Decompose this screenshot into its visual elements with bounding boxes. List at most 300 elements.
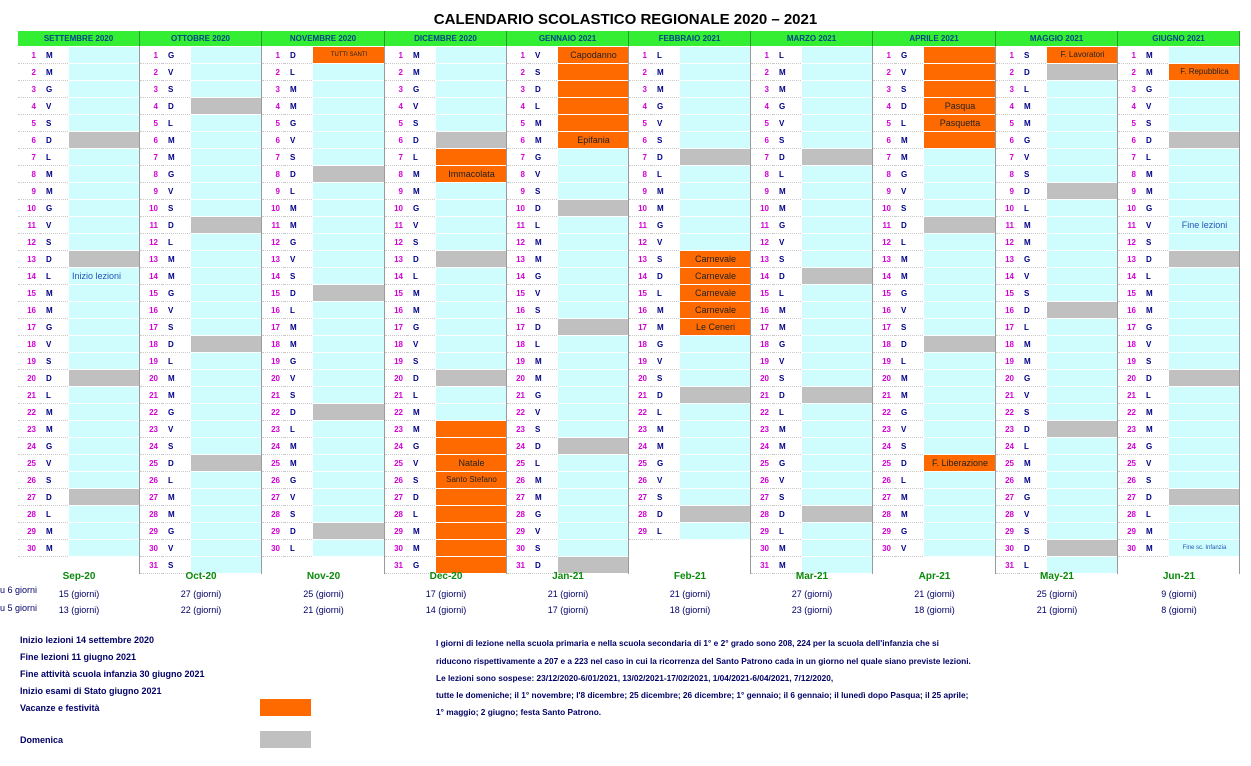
count-five-days: 23 (giorni) xyxy=(791,605,833,615)
day-cell xyxy=(680,200,751,217)
day-cell xyxy=(436,319,507,336)
day-cell xyxy=(436,81,507,98)
day-number: 6 xyxy=(507,132,529,149)
weekday-letter: G xyxy=(1018,370,1046,387)
weekday-letter: D xyxy=(162,217,190,234)
weekday-letter: V xyxy=(1140,217,1168,234)
day-cell xyxy=(191,98,262,115)
day-cell xyxy=(1169,166,1240,183)
month-short-label: Sep-20 xyxy=(62,571,96,582)
day-number: 2 xyxy=(140,64,162,81)
day-cell xyxy=(69,47,140,64)
month-short-label: Dec-20 xyxy=(429,571,463,582)
day-cell xyxy=(680,353,751,370)
weekday-letter: L xyxy=(1018,200,1046,217)
day-cell xyxy=(680,472,751,489)
day-cell xyxy=(802,506,873,523)
day-number: 6 xyxy=(385,132,407,149)
weekday-letter: D xyxy=(529,200,557,217)
day-number: 3 xyxy=(385,81,407,98)
day-number: 19 xyxy=(18,353,40,370)
day-cell xyxy=(558,319,629,336)
weekday-letter: G xyxy=(651,217,679,234)
weekday-letter: G xyxy=(40,200,68,217)
day-cell xyxy=(191,115,262,132)
weekday-letter: M xyxy=(407,64,435,81)
day-cell xyxy=(1047,506,1118,523)
day-cell xyxy=(1047,387,1118,404)
month-header: NOVEMBRE 2020 xyxy=(262,31,385,46)
weekday-letter: L xyxy=(1140,506,1168,523)
month-short-label: Oct-20 xyxy=(185,571,217,582)
weekday-letter: S xyxy=(1018,404,1046,421)
weekday-letter: L xyxy=(1018,438,1046,455)
day-number: 3 xyxy=(18,81,40,98)
day-cell xyxy=(558,370,629,387)
month-header: GIUGNO 2021 xyxy=(1118,31,1240,46)
day-cell xyxy=(924,47,996,64)
weekday-letter: V xyxy=(40,455,68,472)
day-number: 22 xyxy=(385,404,407,421)
day-cell xyxy=(558,268,629,285)
day-number: 14 xyxy=(507,268,529,285)
day-number: 4 xyxy=(873,98,895,115)
day-cell xyxy=(802,455,873,472)
weekday-letter: S xyxy=(1140,234,1168,251)
day-number: 1 xyxy=(1118,47,1140,64)
weekday-letter: S xyxy=(773,370,801,387)
day-event-label: Epifania xyxy=(558,132,629,149)
day-number: 8 xyxy=(385,166,407,183)
day-number: 4 xyxy=(18,98,40,115)
weekday-letter: M xyxy=(1140,166,1168,183)
day-cell xyxy=(1169,472,1240,489)
weekday-letter: L xyxy=(1140,387,1168,404)
weekday-letter: M xyxy=(162,268,190,285)
weekday-letter: D xyxy=(895,217,923,234)
day-cell xyxy=(802,285,873,302)
day-number: 15 xyxy=(140,285,162,302)
day-cell xyxy=(924,302,996,319)
day-event-label: F. Liberazione xyxy=(924,455,996,472)
weekday-letter: D xyxy=(407,251,435,268)
day-number: 1 xyxy=(629,47,651,64)
day-number: 18 xyxy=(873,336,895,353)
weekday-letter: G xyxy=(1140,200,1168,217)
day-number: 26 xyxy=(140,472,162,489)
day-cell xyxy=(1047,353,1118,370)
day-cell xyxy=(1169,455,1240,472)
weekday-letter: M xyxy=(1018,353,1046,370)
day-number: 10 xyxy=(996,200,1018,217)
day-cell xyxy=(802,251,873,268)
weekday-letter: V xyxy=(407,455,435,472)
weekday-letter: G xyxy=(40,319,68,336)
day-cell xyxy=(1047,149,1118,166)
day-cell xyxy=(191,421,262,438)
day-event-label: Natale xyxy=(436,455,507,472)
day-cell xyxy=(558,421,629,438)
legend-domenica: Domenica xyxy=(20,735,64,745)
weekday-letter: V xyxy=(162,64,190,81)
weekday-letter: G xyxy=(895,285,923,302)
day-number: 5 xyxy=(507,115,529,132)
day-number: 10 xyxy=(873,200,895,217)
count-five-days: 17 (giorni) xyxy=(547,605,589,615)
weekday-letter: M xyxy=(40,166,68,183)
weekday-letter: L xyxy=(1018,81,1046,98)
day-cell xyxy=(1047,183,1118,200)
weekday-letter: M xyxy=(651,200,679,217)
day-number: 19 xyxy=(873,353,895,370)
month-header: FEBBRAIO 2021 xyxy=(629,31,751,46)
day-cell xyxy=(69,370,140,387)
day-cell xyxy=(924,81,996,98)
weekday-letter: V xyxy=(162,302,190,319)
weekday-letter: L xyxy=(895,115,923,132)
day-cell xyxy=(802,319,873,336)
day-number: 28 xyxy=(1118,506,1140,523)
day-number: 5 xyxy=(996,115,1018,132)
day-cell xyxy=(558,336,629,353)
day-number: 27 xyxy=(1118,489,1140,506)
weekday-letter: M xyxy=(529,472,557,489)
weekday-letter: D xyxy=(651,149,679,166)
weekday-letter: M xyxy=(1018,455,1046,472)
day-number: 4 xyxy=(996,98,1018,115)
day-cell xyxy=(558,183,629,200)
day-cell xyxy=(436,506,507,523)
day-number: 28 xyxy=(18,506,40,523)
weekday-letter: S xyxy=(773,132,801,149)
weekday-letter: G xyxy=(162,166,190,183)
day-number: 13 xyxy=(629,251,651,268)
day-number: 12 xyxy=(873,234,895,251)
day-number: 13 xyxy=(385,251,407,268)
weekday-letter: D xyxy=(1140,251,1168,268)
day-cell xyxy=(558,166,629,183)
day-number: 31 xyxy=(996,557,1018,574)
day-cell xyxy=(558,64,629,81)
day-number: 2 xyxy=(385,64,407,81)
day-number: 27 xyxy=(385,489,407,506)
day-number: 24 xyxy=(751,438,773,455)
day-number: 28 xyxy=(385,506,407,523)
weekday-letter: D xyxy=(895,336,923,353)
day-cell xyxy=(191,81,262,98)
weekday-letter: M xyxy=(529,251,557,268)
day-number: 5 xyxy=(140,115,162,132)
legend-start: Inizio lezioni 14 settembre 2020 xyxy=(20,635,155,645)
weekday-letter: S xyxy=(529,421,557,438)
weekday-letter: M xyxy=(529,370,557,387)
day-cell xyxy=(69,336,140,353)
weekday-letter: L xyxy=(1140,149,1168,166)
day-cell xyxy=(313,455,385,472)
day-number: 4 xyxy=(507,98,529,115)
weekday-letter: L xyxy=(651,166,679,183)
weekday-letter: S xyxy=(1140,472,1168,489)
weekday-letter: L xyxy=(1018,319,1046,336)
weekday-letter: M xyxy=(651,64,679,81)
weekday-letter: D xyxy=(1018,183,1046,200)
day-cell xyxy=(924,285,996,302)
day-cell xyxy=(802,183,873,200)
day-number: 25 xyxy=(1118,455,1140,472)
day-number: 11 xyxy=(996,217,1018,234)
day-number: 20 xyxy=(262,370,284,387)
day-cell xyxy=(802,540,873,557)
day-number: 1 xyxy=(873,47,895,64)
weekday-letter: M xyxy=(407,183,435,200)
weekday-letter: V xyxy=(773,115,801,132)
day-number: 25 xyxy=(996,455,1018,472)
weekday-letter: M xyxy=(651,81,679,98)
weekday-letter: V xyxy=(895,540,923,557)
day-cell xyxy=(1169,387,1240,404)
day-cell xyxy=(680,506,751,523)
day-number: 3 xyxy=(262,81,284,98)
day-number: 26 xyxy=(385,472,407,489)
day-cell xyxy=(924,336,996,353)
day-number: 19 xyxy=(629,353,651,370)
weekday-letter: L xyxy=(773,404,801,421)
day-number: 23 xyxy=(629,421,651,438)
day-number: 15 xyxy=(262,285,284,302)
day-number: 29 xyxy=(751,523,773,540)
day-number: 10 xyxy=(385,200,407,217)
day-number: 6 xyxy=(873,132,895,149)
day-cell xyxy=(436,251,507,268)
day-number: 23 xyxy=(18,421,40,438)
weekday-letter: D xyxy=(1140,370,1168,387)
weekday-letter: S xyxy=(1140,115,1168,132)
day-number: 13 xyxy=(18,251,40,268)
day-event-label: Pasqua xyxy=(924,98,996,115)
day-cell xyxy=(924,506,996,523)
weekday-letter: M xyxy=(1140,47,1168,64)
day-cell xyxy=(69,183,140,200)
day-cell xyxy=(313,319,385,336)
day-number: 13 xyxy=(507,251,529,268)
weekday-letter: L xyxy=(284,183,312,200)
weekday-letter: M xyxy=(162,387,190,404)
weekday-letter: G xyxy=(162,47,190,64)
month-short-label: Mar-21 xyxy=(795,571,829,582)
count-five-days: 14 (giorni) xyxy=(425,605,467,615)
day-cell xyxy=(680,115,751,132)
day-cell xyxy=(313,353,385,370)
day-number: 26 xyxy=(18,472,40,489)
day-number: 20 xyxy=(18,370,40,387)
day-event-label: Immacolata xyxy=(436,166,507,183)
day-cell xyxy=(1169,234,1240,251)
count-six-days: 21 (giorni) xyxy=(547,589,589,599)
day-cell xyxy=(802,132,873,149)
day-number: 2 xyxy=(751,64,773,81)
day-cell xyxy=(191,302,262,319)
weekday-letter: D xyxy=(895,455,923,472)
legend-esami: Inizio esami di Stato giugno 2021 xyxy=(20,686,162,696)
day-number: 18 xyxy=(385,336,407,353)
day-cell xyxy=(191,370,262,387)
day-number: 26 xyxy=(1118,472,1140,489)
day-event-label: Pasquetta xyxy=(924,115,996,132)
day-cell xyxy=(69,285,140,302)
count-five-days: 18 (giorni) xyxy=(669,605,711,615)
day-cell xyxy=(1169,81,1240,98)
day-number: 4 xyxy=(140,98,162,115)
weekday-letter: G xyxy=(773,455,801,472)
day-cell xyxy=(1047,404,1118,421)
weekday-letter: M xyxy=(895,387,923,404)
day-number: 6 xyxy=(18,132,40,149)
day-number: 19 xyxy=(140,353,162,370)
day-number: 30 xyxy=(873,540,895,557)
day-number: 10 xyxy=(507,200,529,217)
day-number: 17 xyxy=(262,319,284,336)
weekday-letter: M xyxy=(773,302,801,319)
day-number: 11 xyxy=(1118,217,1140,234)
weekday-letter: G xyxy=(284,472,312,489)
weekday-letter: M xyxy=(40,421,68,438)
weekday-letter: L xyxy=(40,149,68,166)
day-number: 20 xyxy=(507,370,529,387)
day-cell xyxy=(313,200,385,217)
weekday-letter: D xyxy=(162,98,190,115)
weekday-letter: D xyxy=(407,489,435,506)
day-cell xyxy=(313,540,385,557)
day-number: 29 xyxy=(385,523,407,540)
day-number: 2 xyxy=(18,64,40,81)
note-line-5: 1° maggio; 2 giugno; festa Santo Patrono. xyxy=(436,707,602,717)
day-cell xyxy=(313,336,385,353)
day-cell xyxy=(924,438,996,455)
day-number: 6 xyxy=(751,132,773,149)
day-event-label: Santo Stefano xyxy=(436,472,507,489)
day-number: 8 xyxy=(18,166,40,183)
day-number: 16 xyxy=(262,302,284,319)
day-number: 21 xyxy=(262,387,284,404)
weekday-letter: M xyxy=(529,234,557,251)
day-cell xyxy=(69,217,140,234)
day-cell xyxy=(680,132,751,149)
day-cell xyxy=(680,523,751,540)
day-number: 21 xyxy=(385,387,407,404)
weekday-letter: S xyxy=(407,472,435,489)
day-number: 17 xyxy=(1118,319,1140,336)
day-number: 2 xyxy=(996,64,1018,81)
day-number: 22 xyxy=(1118,404,1140,421)
weekday-letter: L xyxy=(407,149,435,166)
day-number: 28 xyxy=(140,506,162,523)
weekday-letter: S xyxy=(162,81,190,98)
day-cell xyxy=(802,81,873,98)
weekday-letter: V xyxy=(1018,149,1046,166)
day-cell xyxy=(69,64,140,81)
day-cell xyxy=(924,387,996,404)
day-number: 17 xyxy=(873,319,895,336)
day-cell xyxy=(802,200,873,217)
day-cell xyxy=(1169,370,1240,387)
weekday-letter: M xyxy=(1140,421,1168,438)
day-cell xyxy=(191,166,262,183)
day-number: 7 xyxy=(1118,149,1140,166)
day-number: 4 xyxy=(385,98,407,115)
weekday-letter: M xyxy=(407,302,435,319)
day-number: 18 xyxy=(629,336,651,353)
day-cell xyxy=(802,98,873,115)
weekday-letter: L xyxy=(651,523,679,540)
weekday-letter: S xyxy=(529,64,557,81)
day-cell xyxy=(191,47,262,64)
day-cell xyxy=(558,285,629,302)
weekday-letter: M xyxy=(895,370,923,387)
day-number: 5 xyxy=(629,115,651,132)
weekday-letter: M xyxy=(407,540,435,557)
count-five-days: 22 (giorni) xyxy=(180,605,222,615)
day-cell xyxy=(436,183,507,200)
day-number: 16 xyxy=(996,302,1018,319)
day-cell xyxy=(558,540,629,557)
weekday-letter: L xyxy=(162,234,190,251)
day-cell xyxy=(924,523,996,540)
day-number: 27 xyxy=(262,489,284,506)
weekday-letter: G xyxy=(162,404,190,421)
day-cell xyxy=(1047,319,1118,336)
day-number: 25 xyxy=(140,455,162,472)
weekday-letter: L xyxy=(40,506,68,523)
weekday-letter: S xyxy=(773,489,801,506)
day-cell xyxy=(680,438,751,455)
weekday-letter: L xyxy=(40,387,68,404)
day-number: 27 xyxy=(751,489,773,506)
note-line-3: Le lezioni sono sospese: 23/12/2020-6/01/2021, 13/02/2021-17/02/2021, 1/04/2021-6/04/2021, 7/12/2020, xyxy=(436,673,834,683)
day-number: 4 xyxy=(262,98,284,115)
weekday-letter: D xyxy=(1018,421,1046,438)
weekday-letter: S xyxy=(407,234,435,251)
day-cell xyxy=(191,268,262,285)
weekday-letter: G xyxy=(284,353,312,370)
day-cell xyxy=(436,421,507,438)
day-cell xyxy=(802,387,873,404)
day-number: 19 xyxy=(751,353,773,370)
day-cell xyxy=(69,81,140,98)
day-number: 24 xyxy=(1118,438,1140,455)
day-cell xyxy=(436,302,507,319)
day-number: 10 xyxy=(1118,200,1140,217)
day-number: 22 xyxy=(140,404,162,421)
weekday-letter: L xyxy=(773,166,801,183)
day-number: 31 xyxy=(507,557,529,574)
weekday-letter: M xyxy=(529,489,557,506)
day-cell xyxy=(436,132,507,149)
day-number: 5 xyxy=(18,115,40,132)
day-cell xyxy=(1047,540,1118,557)
weekday-letter: M xyxy=(1140,64,1168,81)
legend-sunday-swatch xyxy=(260,731,311,748)
day-cell xyxy=(1169,353,1240,370)
day-event-label: TUTTI SANTI xyxy=(313,47,385,64)
day-number: 7 xyxy=(18,149,40,166)
day-number: 26 xyxy=(262,472,284,489)
day-cell xyxy=(680,455,751,472)
day-number: 28 xyxy=(996,506,1018,523)
weekday-letter: M xyxy=(284,200,312,217)
day-number: 23 xyxy=(873,421,895,438)
weekday-letter: D xyxy=(162,336,190,353)
day-cell xyxy=(436,438,507,455)
